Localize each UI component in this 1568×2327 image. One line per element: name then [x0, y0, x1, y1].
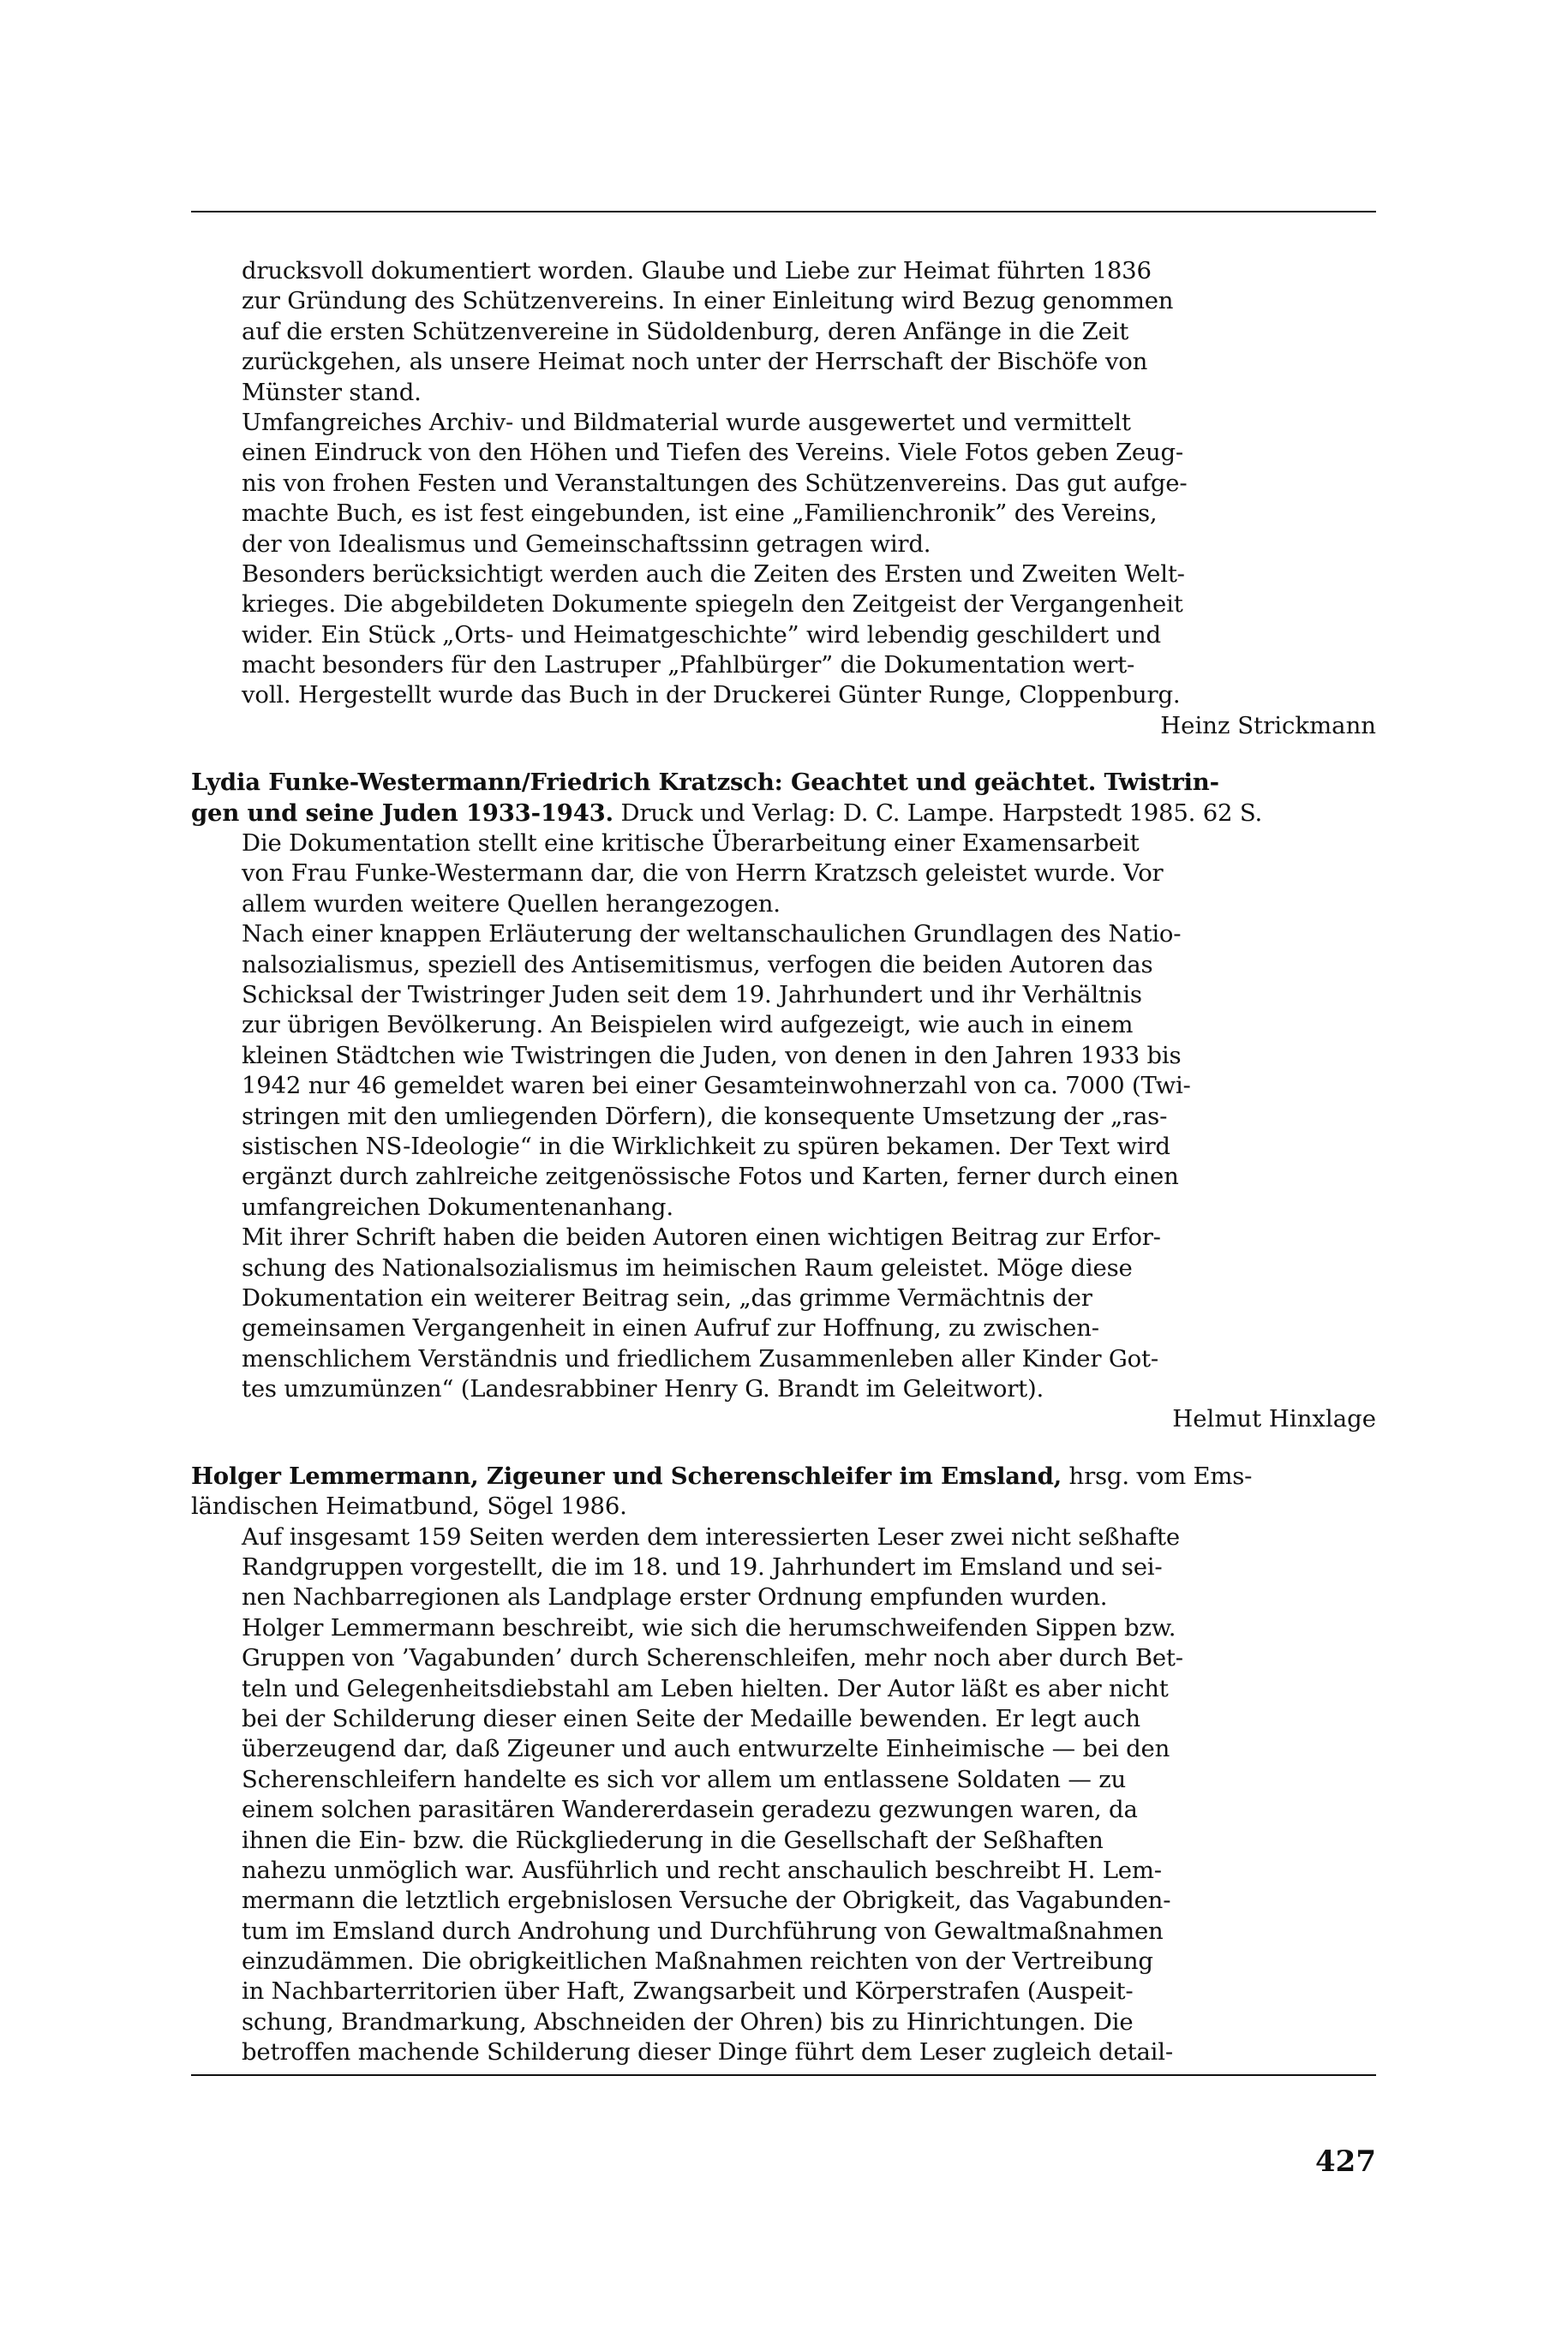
text-line: stringen mit den umliegenden Dörfern), die konsequente Umsetzung der „ras- [242, 1102, 1168, 1130]
text-line: einem solchen parasitären Wandererdasein geradezu gezwungen waren, da [242, 1796, 1138, 1824]
text-line: einen Eindruck von den Höhen und Tiefen des Vereins. Viele Fotos geben Zeug- [242, 439, 1184, 467]
reviewer-signature: Helmut Hinxlage [1172, 1405, 1376, 1433]
text-line: Münster stand. [242, 378, 422, 406]
text-line: Die Dokumentation stellt eine kritische Überarbeitung einer Examensarbeit [242, 829, 1140, 858]
text-line: schung, Brandmarkung, Abschneiden der Ohren) bis zu Hinrichtungen. Die [242, 2007, 1134, 2036]
text-line: Dokumentation ein weiterer Beitrag sein, „das grimme Vermächtnis der [242, 1283, 1092, 1312]
text-line: umfangreichen Dokumentenanhang. [242, 1193, 673, 1221]
text-line: gemeinsamen Vergangenheit in einen Aufruf zur Hoffnung, zu zwischen- [242, 1314, 1099, 1343]
text-line: nalsozialismus, speziell des Antisemitismus, verfogen die beiden Autoren das [242, 950, 1153, 978]
review-heading-line [191, 768, 1376, 798]
section-gap [191, 741, 1376, 768]
section-gap [191, 1435, 1376, 1462]
review-heading-line [191, 1462, 1376, 1492]
text-line: überzeugend dar, daß Zigeuner und auch entwurzelte Einheimische — bei den [242, 1735, 1170, 1763]
text-line: kleinen Städtchen wie Twistringen die Juden, von denen in den Jahren 1933 bis [242, 1041, 1182, 1069]
text-line: in Nachbarterritorien über Haft, Zwangsarbeit und Körperstrafen (Auspeit- [242, 1977, 1134, 2006]
text-line: Schicksal der Twistringer Juden seit dem 19. Jahrhundert und ihr Verhältnis [242, 980, 1142, 1008]
text-line: auf die ersten Schützenvereine in Südoldenburg, deren Anfänge in die Zeit [242, 317, 1129, 345]
text-line: wider. Ein Stück „Orts- und Heimatgeschichte” wird lebendig geschildert und [242, 620, 1161, 649]
text-line: einzudämmen. Die obrigkeitlichen Maßnahmen reichten von der Vertreibung [242, 1947, 1153, 1976]
reviewer-signature: Heinz Strickmann [1160, 711, 1376, 739]
top-rule [191, 211, 1376, 212]
bottom-rule [191, 2074, 1376, 2076]
text-line: allem wurden weitere Quellen herangezogen. [242, 889, 781, 918]
text-line: Umfangreiches Archiv- und Bildmaterial wurde ausgewertet und vermittelt [242, 408, 1131, 436]
review-lemmermann [191, 1462, 1376, 2068]
book-title: Lydia Funke-Westermann/Friedrich Kratzsch: Geachtet und geächtet. Twistrin- [191, 769, 1219, 797]
text-column [191, 256, 1376, 2068]
text-line: Auf insgesamt 159 Seiten werden dem interessierten Leser zwei nicht seßhafte [242, 1522, 1180, 1551]
review-heading-line [191, 799, 1376, 829]
text-line: tes umzumünzen“ (Landesrabbiner Henry G. Brandt im Geleitwort). [242, 1375, 1044, 1403]
text-line: macht besonders für den Lastruper „Pfahlbürger” die Dokumentation wert- [242, 651, 1135, 679]
text-line: mermann die letztlich ergebnislosen Versuche der Obrigkeit, das Vagabunden- [242, 1887, 1171, 1915]
text-line: Besonders berücksichtigt werden auch die Zeiten des Ersten und Zweiten Welt- [242, 559, 1185, 588]
text-line: ihnen die Ein- bzw. die Rückgliederung in die Gesellschaft der Seßhaften [242, 1826, 1104, 1854]
text-line: machte Buch, es ist fest eingebunden, ist eine „Familienchronik” des Vereins, [242, 499, 1158, 528]
review-strickmann [191, 256, 1376, 741]
text-line: betroffen machende Schilderung dieser Dinge führt dem Leser zugleich detail- [242, 2038, 1173, 2067]
text-line: zurückgehen, als unsere Heimat noch unter der Herrschaft der Bischöfe von [242, 348, 1148, 376]
text-line: teln und Gelegenheitsdiebstahl am Leben hielten. Der Autor läßt es aber nicht [242, 1674, 1169, 1702]
publication-info: Druck und Verlag: D. C. Lampe. Harpstedt 1985. 62 S. [613, 799, 1263, 827]
text-line: voll. Hergestellt wurde das Buch in der Druckerei Günter Runge, Cloppenburg. [242, 681, 1181, 709]
text-line: zur übrigen Bevölkerung. An Beispielen wird aufgezeigt, wie auch in einem [242, 1011, 1134, 1039]
text-line: nis von frohen Festen und Veranstaltungen des Schützenvereins. Das gut aufge- [242, 469, 1188, 497]
text-line: der von Idealismus und Gemeinschaftssinn getragen wird. [242, 529, 931, 558]
page-number: 427 [1315, 2145, 1376, 2179]
publication-info: hrsg. vom Ems- [1062, 1462, 1253, 1490]
text-line: menschlichem Verständnis und friedlichem Zusammenleben aller Kinder Got- [242, 1344, 1158, 1373]
text-line: 1942 nur 46 gemeldet waren bei einer Gesamteinwohnerzahl von ca. 7000 (Twi- [242, 1072, 1191, 1100]
text-line: nen Nachbarregionen als Landplage erster Ordnung empfunden wurden. [242, 1583, 1108, 1612]
book-title-cont: gen und seine Juden 1933-1943. [191, 799, 613, 827]
text-line: drucksvoll dokumentiert worden. Glaube und Liebe zur Heimat führten 1836 [242, 257, 1152, 284]
text-line: nahezu unmöglich war. Ausführlich und recht anschaulich beschreibt H. Lem- [242, 1856, 1162, 1884]
text-line: Holger Lemmermann beschreibt, wie sich die herumschweifenden Sippen bzw. [242, 1613, 1176, 1642]
text-line: ergänzt durch zahlreiche zeitgenössische Fotos und Karten, ferner durch einen [242, 1163, 1179, 1191]
text-line: Gruppen von ’Vagabunden’ durch Scherenschleifen, mehr noch aber durch Bet- [242, 1644, 1183, 1672]
review-funke-westermann [191, 768, 1376, 1435]
text-line: Scherenschleifern handelte es sich vor allem um entlassene Soldaten — zu [242, 1765, 1126, 1793]
text-line: Mit ihrer Schrift haben die beiden Autoren einen wichtigen Beitrag zur Erfor- [242, 1223, 1161, 1252]
text-line: Nach einer knappen Erläuterung der weltanschaulichen Grundlagen des Natio- [242, 920, 1182, 948]
text-line: schung des Nationalsozialismus im heimischen Raum geleistet. Möge diese [242, 1253, 1133, 1282]
text-line: krieges. Die abgebildeten Dokumente spiegeln den Zeitgeist der Vergangenheit [242, 590, 1183, 619]
text-line: zur Gründung des Schützenvereins. In einer Einleitung wird Bezug genommen [242, 287, 1174, 315]
text-line: bei der Schilderung dieser einen Seite der Medaille bewenden. Er legt auch [242, 1704, 1140, 1732]
text-line: sistischen NS-Ideologie“ in die Wirklichkeit zu spüren bekamen. Der Text wird [242, 1132, 1170, 1160]
book-title: Holger Lemmermann, Zigeuner und Scherenschleifer im Emsland, [191, 1462, 1062, 1490]
text-line: tum im Emsland durch Androhung und Durchführung von Gewaltmaßnahmen [242, 1917, 1164, 1945]
text-line: von Frau Funke-Westermann dar, die von Herrn Kratzsch geleistet wurde. Vor [242, 859, 1164, 888]
text-line: Randgruppen vorgestellt, die im 18. und 19. Jahrhundert im Emsland und sei- [242, 1553, 1163, 1582]
review-heading-line: ländischen Heimatbund, Sögel 1986. [191, 1493, 627, 1521]
